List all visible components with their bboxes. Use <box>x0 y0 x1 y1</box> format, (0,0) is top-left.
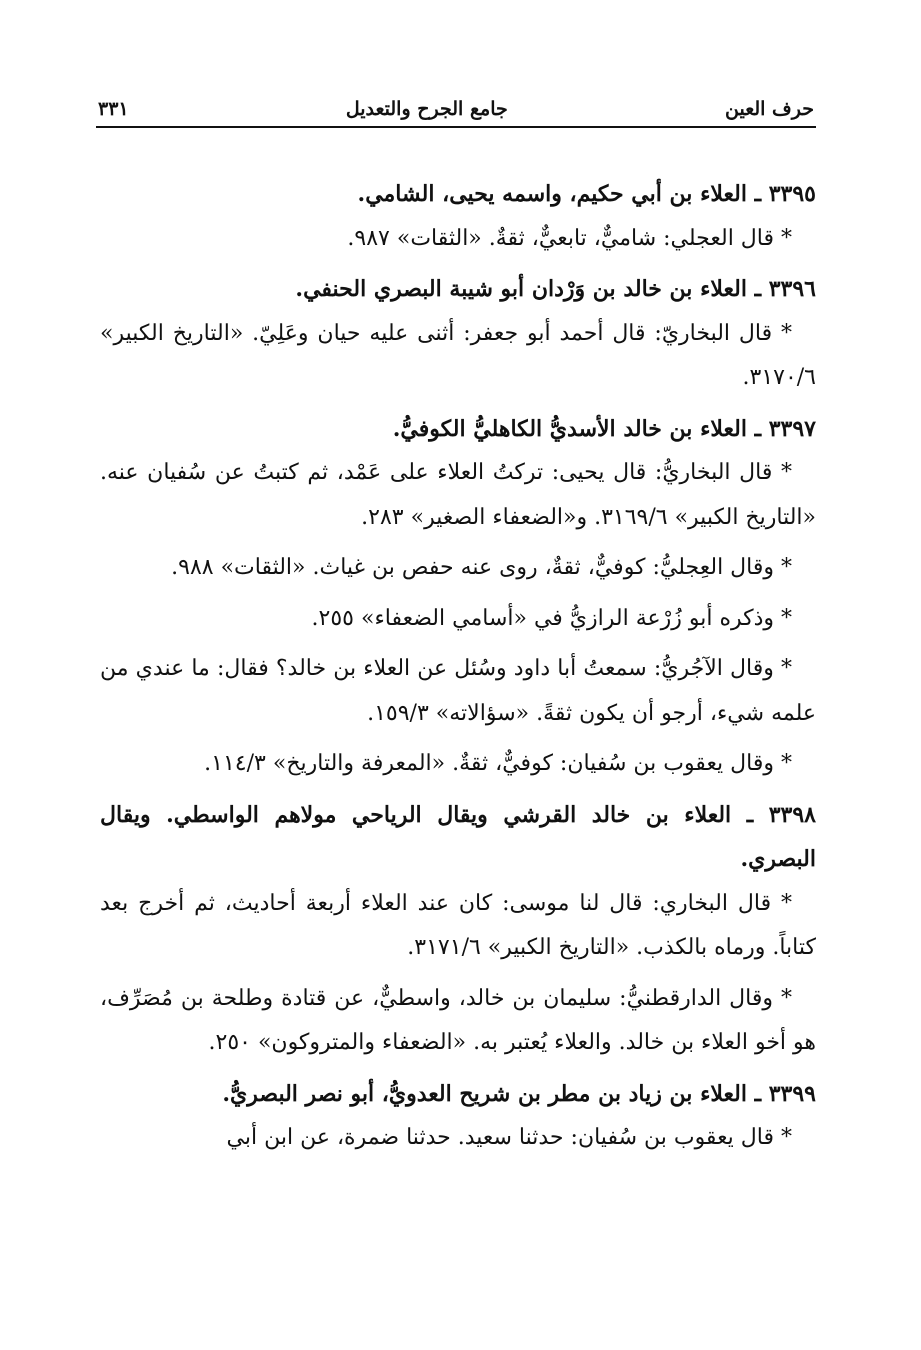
entry-paragraph: * وقال يعقوب بن سُفيان: كوفيٌّ، ثقةٌ. «المعرفة والتاريخ» ١١٤/٣. <box>204 751 792 776</box>
entry-title: ٣٣٩٧ ـ العلاء بن خالد الأسديُّ الكاهليُّ الكوفيُّ. <box>392 415 816 442</box>
entry-3397 <box>100 407 816 787</box>
entry-paragraph: * وقال الدارقطنيُّ: سليمان بن خالد، واسطيٌّ، عن قتادة وطلحة بن مُصَرِّف، هو أخو العلاء بن خالد. والعلاء يُعتبر به. «الضعفاء والمتروكون» ٢٥٠. <box>100 985 816 1055</box>
entry-paragraph: * وقال العِجليُّ: كوفيٌّ، ثقةٌ، روى عنه حفص بن غياث. «الثقات» ٩٨٨. <box>171 555 792 580</box>
entry-paragraph: * قال البخاري: قال لنا موسى: كان عند العلاء أربعة أحاديث، ثم أخرج بعد كتاباً. ورماه بالكذب. «التاريخ الكبير» ٣١٧١/٦. <box>100 890 816 960</box>
entry-3395 <box>100 172 816 261</box>
entry-title: ٣٣٩٦ ـ العلاء بن خالد بن وَرْدان أبو شيبة البصري الحنفي. <box>295 276 816 302</box>
entry-paragraph: * وذكره أبو زُرْعة الرازيُّ في «أسامي الضعفاء» ٢٥٥. <box>311 605 792 631</box>
book-title: جامع الجرح والتعديل <box>345 98 508 120</box>
entry-paragraph: * قال العجلي: شاميٌّ، تابعيٌّ، ثقةٌ. «الثقات» ٩٨٧. <box>347 225 792 251</box>
page-header <box>98 86 814 120</box>
entry-title: ٣٣٩٨ ـ العلاء بن خالد القرشي ويقال الرياحي مولاهم الواسطي. ويقال البصري. <box>100 801 816 872</box>
page-body <box>100 172 816 1167</box>
entry-paragraph: * قال البخاريّ: قال أحمد أبو جعفر: أثنى عليه حيان وعَلِيّ. «التاريخ الكبير» ٣١٧٠/٦. <box>100 320 816 390</box>
entry-3399 <box>100 1072 816 1161</box>
entry-paragraph: * قال يعقوب بن سُفيان: حدثنا سعيد. حدثنا ضمرة، عن ابن أبي <box>226 1125 792 1150</box>
entry-title: ٣٣٩٩ ـ العلاء بن زياد بن مطر بن شريح العدويُّ، أبو نصر البصريُّ. <box>222 1080 816 1107</box>
entry-3396 <box>100 267 816 401</box>
header-divider <box>96 126 816 128</box>
section-title: حرف العين <box>725 98 814 120</box>
entry-paragraph: * قال البخاريُّ: قال يحيى: تركتُ العلاء على عَمْد، ثم كتبتُ عن سُفيان عنه. «التاريخ الكبير» ٣١٦٩/٦. و«الضعفاء الصغير» ٢٨٣. <box>100 460 816 530</box>
entry-paragraph: * وقال الآجُريُّ: سمعتُ أبا داود وسُئل عن العلاء بن خالد؟ فقال: ما عندي من علمه شيء، أرجو أن يكون ثقةً. «سؤالاته» ١٥٩/٣. <box>100 656 816 726</box>
page-number: ٣٣١ <box>98 98 129 120</box>
entry-3398 <box>100 793 816 1066</box>
entry-title: ٣٣٩٥ ـ العلاء بن أبي حكيم، واسمه يحيى، الشامي. <box>357 181 816 207</box>
